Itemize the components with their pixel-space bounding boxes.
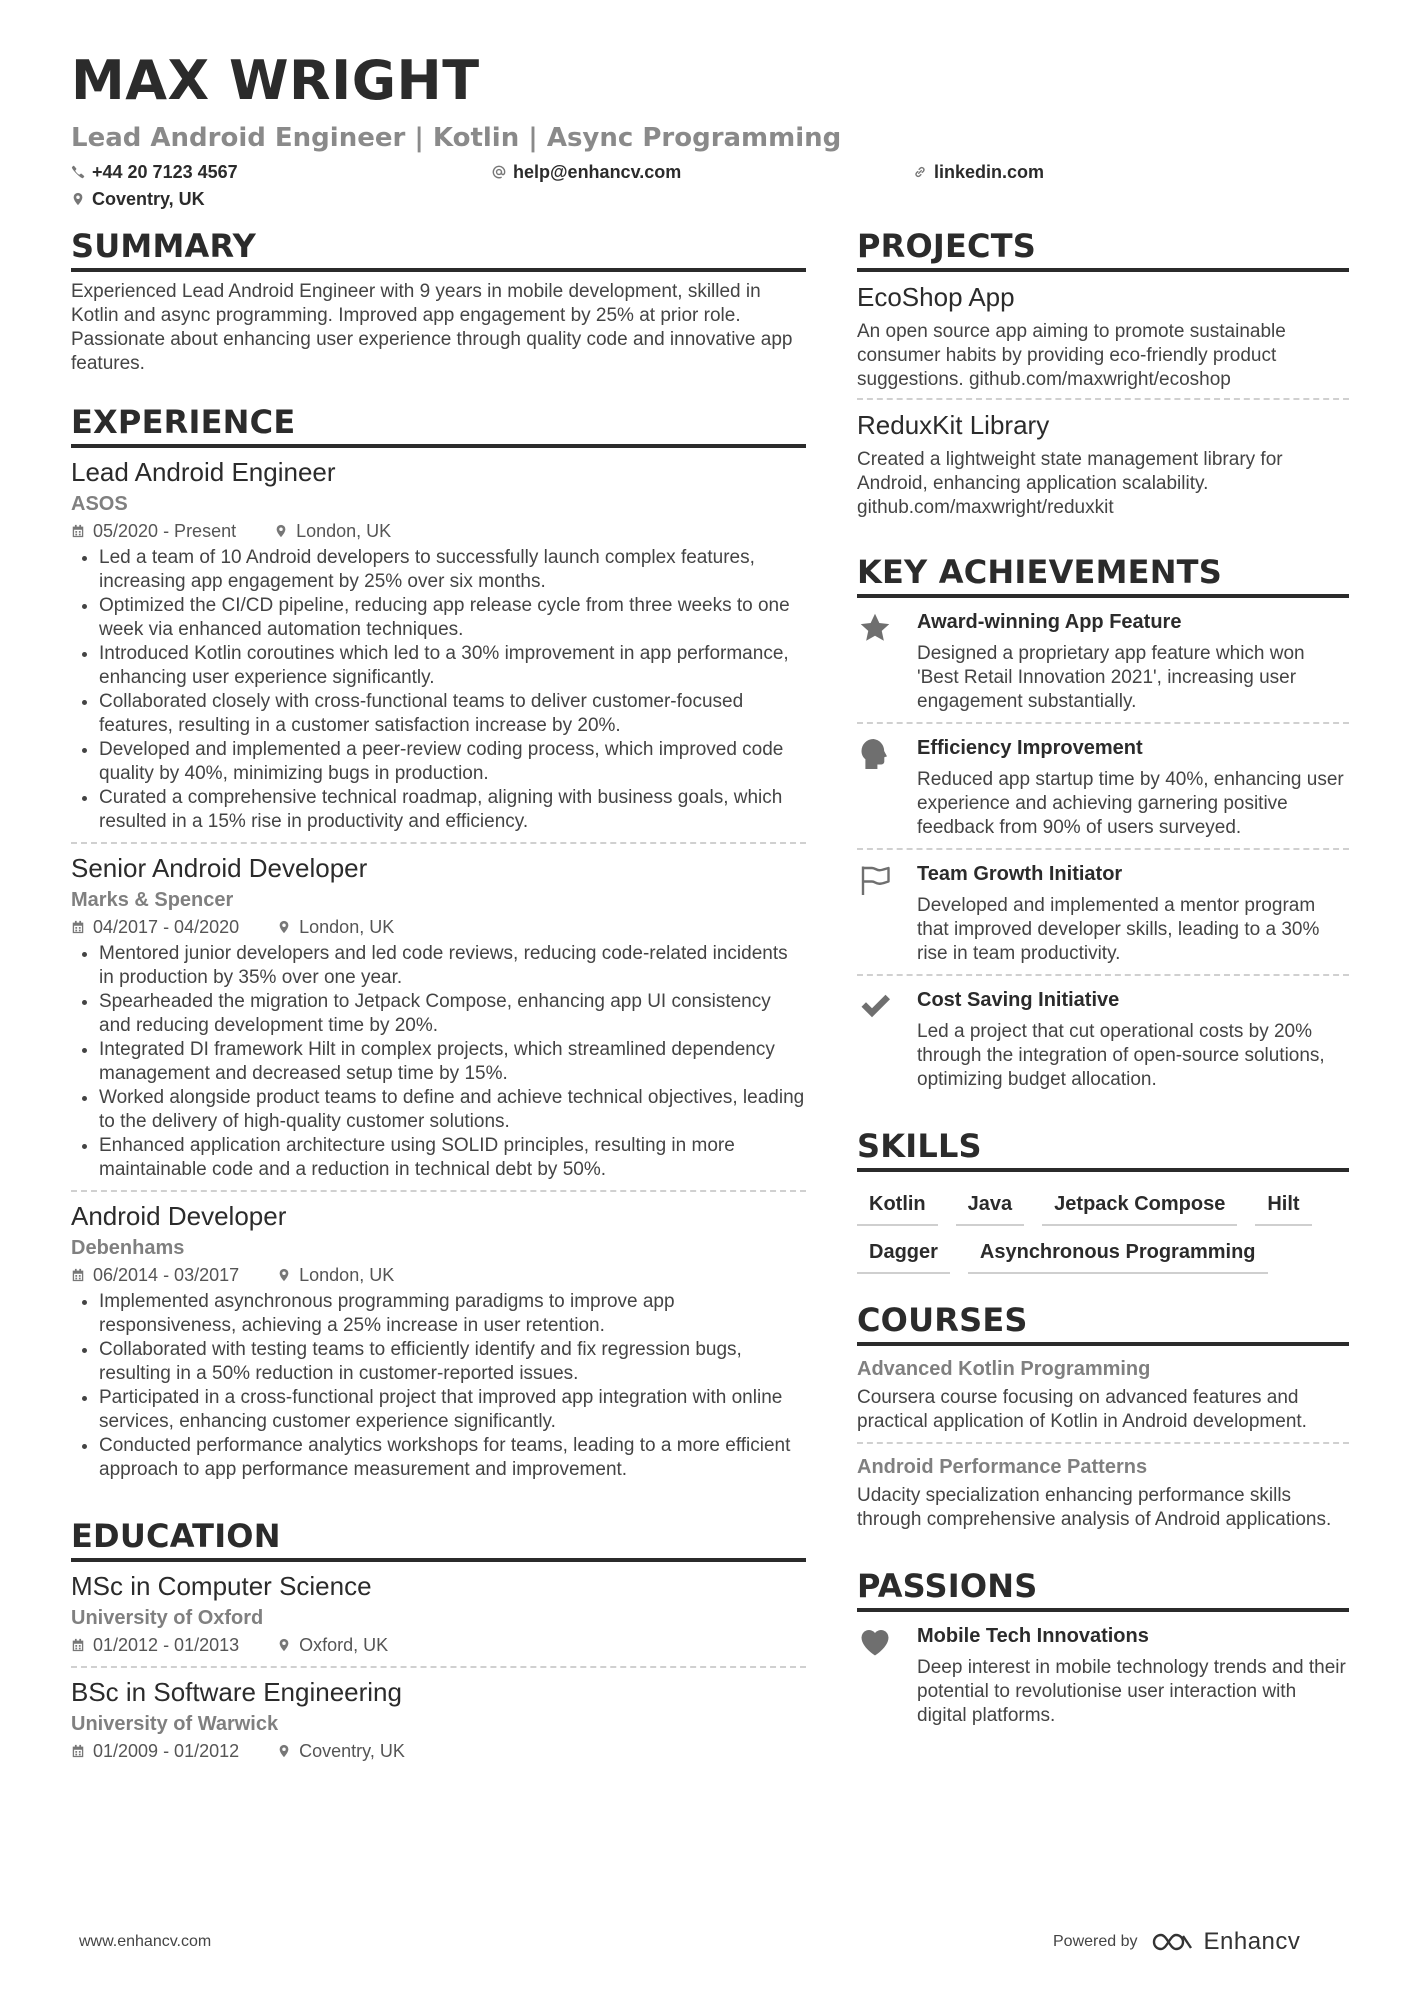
- job-meta: [71, 914, 806, 940]
- location-pin-icon: [277, 920, 291, 934]
- education-heading: EDUCATION: [71, 1520, 806, 1562]
- bullet-item: • Conducted performance analytics workshops for teams, leading to a more efficient approach to app performance measurement and improvement.: [99, 1434, 806, 1482]
- course-description: Coursera course focusing on advanced features and practical application of Kotlin in Android development.: [857, 1387, 1307, 1432]
- contact-phone[interactable]: [71, 163, 238, 181]
- degree-title: BSc in Software Engineering: [71, 1677, 402, 1707]
- location-pin-icon: [277, 1638, 291, 1652]
- calendar-icon: [71, 1744, 85, 1758]
- at-icon: [492, 165, 506, 179]
- achievement-description: Reduced app startup time by 40%, enhancing user experience and achieving garnering positive feedback from 90% of users surveyed.: [917, 769, 1344, 838]
- achievement-entry: [857, 976, 1349, 1100]
- achievement-entry: [857, 850, 1349, 976]
- enhancv-logo-icon: [1150, 1930, 1196, 1954]
- job-title: Android Developer: [71, 1201, 287, 1231]
- enhancv-logo[interactable]: [1150, 1928, 1301, 1956]
- bullet-item: • Introduced Kotlin coroutines which led to a 30% improvement in app performance, enhancing user experience significantly.: [99, 642, 806, 690]
- achievement-title: Team Growth Initiator: [917, 863, 1123, 885]
- course-entry: [857, 1444, 1349, 1540]
- course-description: Udacity specialization enhancing performance skills through comprehensive analysis of Android applications.: [857, 1485, 1332, 1530]
- job-bullets: [71, 1290, 806, 1482]
- education-meta: [71, 1738, 806, 1764]
- summary-text: Experienced Lead Android Engineer with 9 years in mobile development, skilled in Kotlin and async programming. Improved app engagement by 25% at prior role. Passionate about enhancing user experience through quality code and innovative app features.: [71, 281, 793, 374]
- location-pin-icon: [71, 192, 85, 206]
- job-dates: 04/2017 - 04/2020: [93, 917, 240, 937]
- location-pin-icon: [277, 1744, 291, 1758]
- education-meta: [71, 1632, 806, 1658]
- school-name: University of Warwick: [71, 1713, 279, 1735]
- linkedin-text: linkedin.com: [934, 162, 1045, 182]
- experience-heading: EXPERIENCE: [71, 406, 806, 448]
- bullet-item: • Led a team of 10 Android developers to successfully launch complex features, increasing app engagement by 25% over six months.: [99, 546, 806, 594]
- experience-entry: [71, 844, 806, 1192]
- achievement-description: Designed a proprietary app feature which won 'Best Retail Innovation 2021', increasing user engagement substantially.: [917, 643, 1305, 712]
- bullet-item: • Optimized the CI/CD pipeline, reducing app release cycle from three weeks to one week via enhanced automation techniques.: [99, 594, 806, 642]
- education-entry: [71, 1562, 806, 1668]
- job-title: Lead Android Engineer: [71, 457, 336, 487]
- achievements-heading: KEY ACHIEVEMENTS: [857, 556, 1349, 598]
- check-icon: [857, 986, 917, 1092]
- course-title: Android Performance Patterns: [857, 1456, 1148, 1478]
- company-name: Marks & Spencer: [71, 889, 234, 911]
- experience-section: [71, 403, 806, 1490]
- job-dates: 05/2020 - Present: [93, 521, 237, 541]
- education-section: [71, 1517, 806, 1772]
- course-entry: [857, 1346, 1349, 1444]
- skill-tag: Asynchronous Programming: [968, 1240, 1268, 1274]
- passions-heading: PASSIONS: [857, 1570, 1349, 1612]
- course-title: Advanced Kotlin Programming: [857, 1358, 1151, 1380]
- summary-section: [71, 227, 806, 376]
- bullet-item: • Participated in a cross-functional project that improved app integration with online services, enhancing customer experience significantly.: [99, 1386, 806, 1434]
- project-title: ReduxKit Library: [857, 410, 1050, 440]
- passion-description: Deep interest in mobile technology trends and their potential to revolutionise user interaction with digital platforms.: [917, 1657, 1346, 1726]
- education-location: Coventry, UK: [299, 1741, 405, 1761]
- degree-title: MSc in Computer Science: [71, 1571, 372, 1601]
- skill-tag: Jetpack Compose: [1042, 1192, 1237, 1226]
- passion-title: Mobile Tech Innovations: [917, 1625, 1149, 1647]
- bullet-item: • Developed and implemented a peer-review coding process, which improved code quality by 40%, minimizing bugs in production.: [99, 738, 806, 786]
- achievements-section: [857, 553, 1349, 1100]
- bullet-item: • Collaborated with testing teams to efficiently identify and fix regression bugs, resulting in a 50% reduction in customer-reported issues.: [99, 1338, 806, 1386]
- footer-website[interactable]: www.enhancv.com: [79, 1933, 212, 1950]
- candidate-headline: Lead Android Engineer | Kotlin | Async Programming: [71, 123, 842, 153]
- summary-heading: SUMMARY: [71, 230, 806, 272]
- job-title: Senior Android Developer: [71, 853, 368, 883]
- brain-icon: [857, 734, 917, 840]
- phone-text: +44 20 7123 4567: [92, 162, 238, 182]
- project-title: EcoShop App: [857, 282, 1015, 312]
- email-text: help@enhancv.com: [513, 162, 682, 182]
- achievement-entry: [857, 724, 1349, 850]
- skill-tag: Dagger: [857, 1240, 950, 1274]
- enhancv-wordmark: Enhancv: [1203, 1928, 1301, 1955]
- achievement-description: Developed and implemented a mentor program that improved developer skills, leading to a 30% rise in team productivity.: [917, 895, 1320, 964]
- passions-section: [857, 1567, 1349, 1736]
- candidate-name: MAX WRIGHT: [71, 49, 480, 112]
- skill-tag: Kotlin: [857, 1192, 938, 1226]
- bullet-item: • Curated a comprehensive technical roadmap, aligning with business goals, which resulted in a 15% rise in productivity and efficiency.: [99, 786, 806, 834]
- calendar-icon: [71, 1638, 85, 1652]
- heart-icon: [857, 1622, 917, 1728]
- bullet-item: • Enhanced application architecture using SOLID principles, resulting in more maintainable code and a reduction in technical debt by 50%.: [99, 1134, 806, 1182]
- flag-icon: [857, 860, 917, 966]
- achievement-title: Efficiency Improvement: [917, 737, 1143, 759]
- courses-section: [857, 1301, 1349, 1540]
- passion-entry: [857, 1612, 1349, 1736]
- phone-icon: [71, 165, 85, 179]
- skills-heading: SKILLS: [857, 1130, 1349, 1172]
- right-column: [857, 227, 1349, 1766]
- experience-entry: [71, 448, 806, 844]
- job-dates: 06/2014 - 03/2017: [93, 1265, 240, 1285]
- left-column: [71, 227, 806, 1802]
- bullet-item: • Spearheaded the migration to Jetpack Compose, enhancing app UI consistency and reducing development time by 20%.: [99, 990, 806, 1038]
- bullet-item: • Collaborated closely with cross-functional teams to deliver customer-focused features, resulting in a customer satisfaction increase by 20%.: [99, 690, 806, 738]
- job-bullets: [71, 546, 806, 834]
- calendar-icon: [71, 920, 85, 934]
- skill-tag: Java: [956, 1192, 1025, 1226]
- job-location: London, UK: [296, 521, 392, 541]
- location-pin-icon: [277, 1268, 291, 1282]
- projects-section: [857, 227, 1349, 526]
- project-description: An open source app aiming to promote sustainable consumer habits by providing eco-friendly product suggestions. github.com/maxwright/ecoshop: [857, 321, 1286, 390]
- project-entry: [857, 272, 1349, 400]
- job-meta: [71, 518, 806, 544]
- bullet-item: • Implemented asynchronous programming paradigms to improve app responsiveness, achieving a 25% increase in user retention.: [99, 1290, 806, 1338]
- education-entry: [71, 1668, 806, 1772]
- projects-heading: PROJECTS: [857, 230, 1349, 272]
- contact-linkedin[interactable]: [913, 163, 1044, 181]
- project-description: Created a lightweight state management library for Android, enhancing application scalability. github.com/maxwright/reduxkit: [857, 449, 1283, 518]
- courses-heading: COURSES: [857, 1304, 1349, 1346]
- achievement-description: Led a project that cut operational costs by 20% through the integration of open-source solutions, optimizing budget allocation.: [917, 1021, 1325, 1090]
- bullet-item: • Integrated DI framework Hilt in complex projects, which streamlined dependency management and decreased setup time by 15%.: [99, 1038, 806, 1086]
- project-entry: [857, 400, 1349, 526]
- calendar-icon: [71, 1268, 85, 1282]
- achievement-title: Award-winning App Feature: [917, 611, 1182, 633]
- powered-by-label: Powered by: [1053, 1933, 1138, 1950]
- education-dates: 01/2009 - 01/2012: [93, 1741, 240, 1761]
- job-location: London, UK: [299, 1265, 395, 1285]
- achievement-title: Cost Saving Initiative: [917, 989, 1120, 1011]
- contact-location: [71, 190, 205, 208]
- education-dates: 01/2012 - 01/2013: [93, 1635, 240, 1655]
- education-location: Oxford, UK: [299, 1635, 389, 1655]
- star-icon: [857, 608, 917, 714]
- link-icon: [913, 165, 927, 179]
- contact-email[interactable]: [492, 163, 681, 181]
- company-name: ASOS: [71, 493, 128, 515]
- footer-branding: [1053, 1928, 1300, 1956]
- skills-list: [857, 1172, 1349, 1274]
- experience-entry: [71, 1192, 806, 1490]
- skill-tag: Hilt: [1255, 1192, 1311, 1226]
- job-bullets: [71, 942, 806, 1182]
- location-pin-icon: [274, 524, 288, 538]
- calendar-icon: [71, 524, 85, 538]
- job-meta: [71, 1262, 806, 1288]
- achievement-entry: [857, 598, 1349, 724]
- bullet-item: • Mentored junior developers and led code reviews, reducing code-related incidents in production by 35% over one year.: [99, 942, 806, 990]
- job-location: London, UK: [299, 917, 395, 937]
- location-text: Coventry, UK: [92, 189, 205, 209]
- school-name: University of Oxford: [71, 1607, 264, 1629]
- skills-section: [857, 1127, 1349, 1274]
- company-name: Debenhams: [71, 1237, 185, 1259]
- bullet-item: • Worked alongside product teams to define and achieve technical objectives, leading to the delivery of high-quality customer solutions.: [99, 1086, 806, 1134]
